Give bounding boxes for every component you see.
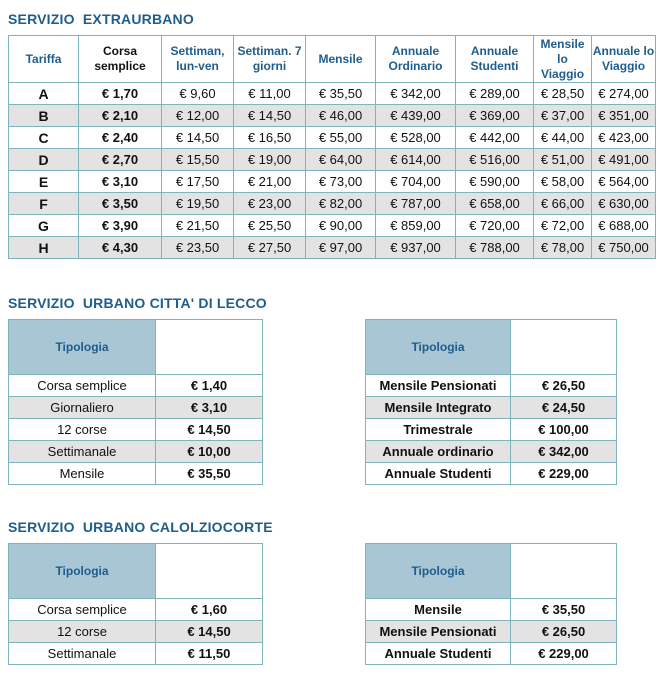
- tipologia-cell: Mensile: [366, 599, 511, 621]
- col-header-annuale-lo-viaggio: Annuale lo Viaggio: [592, 36, 656, 83]
- price-cell: € 90,00: [306, 215, 376, 237]
- price-cell: € 58,00: [534, 171, 592, 193]
- tipologia-cell: Giornaliero: [9, 397, 156, 419]
- tipologia-cell: Mensile Pensionati: [366, 375, 511, 397]
- price-cell: € 788,00: [456, 237, 534, 259]
- price-cell: € 229,00: [511, 463, 617, 485]
- calolzio-title: SERVIZIO URBANO CALOLZIOCORTE: [8, 519, 273, 535]
- price-cell: € 4,30: [79, 237, 162, 259]
- price-cell: € 439,00: [376, 105, 456, 127]
- price-cell: € 17,50: [162, 171, 234, 193]
- price-cell: € 25,50: [234, 215, 306, 237]
- price-cell: € 3,90: [79, 215, 162, 237]
- table-row: [9, 419, 263, 441]
- tipologia-cell: Settimanale: [9, 643, 156, 665]
- price-cell: € 720,00: [456, 215, 534, 237]
- price-cell: € 46,00: [306, 105, 376, 127]
- price-cell: € 26,50: [511, 375, 617, 397]
- tipologia-cell: Settimanale: [9, 441, 156, 463]
- price-cell: € 787,00: [376, 193, 456, 215]
- price-cell: € 590,00: [456, 171, 534, 193]
- table-row: [366, 643, 617, 665]
- price-cell: € 11,00: [234, 83, 306, 105]
- price-cell: € 351,00: [592, 105, 656, 127]
- price-cell: € 19,50: [162, 193, 234, 215]
- tipologia-cell: Mensile: [9, 463, 156, 485]
- price-cell: € 704,00: [376, 171, 456, 193]
- tariffa-cell: G: [9, 215, 79, 237]
- table-row: [9, 83, 656, 105]
- table-row: [9, 215, 656, 237]
- price-cell: € 16,50: [234, 127, 306, 149]
- price-cell: € 14,50: [156, 419, 263, 441]
- tipologia-cell: Mensile Integrato: [366, 397, 511, 419]
- tipologia-cell: Annuale Studenti: [366, 643, 511, 665]
- price-cell: € 27,50: [234, 237, 306, 259]
- price-cell: € 1,70: [79, 83, 162, 105]
- table-row: [366, 419, 617, 441]
- extraurbano-title: SERVIZIO EXTRAURBANO: [8, 11, 194, 27]
- table-row: [366, 375, 617, 397]
- calolzio-left-body: [9, 599, 263, 665]
- tariffa-cell: D: [9, 149, 79, 171]
- calolzio-left-blank-header: [156, 544, 263, 599]
- lecco-left-table: [8, 319, 263, 485]
- tipologia-cell: Corsa semplice: [9, 599, 156, 621]
- table-row: [9, 375, 263, 397]
- price-cell: € 19,00: [234, 149, 306, 171]
- col-header-settiman-7-giorni: Settiman. 7 giorni: [234, 36, 306, 83]
- price-cell: € 35,50: [156, 463, 263, 485]
- extraurbano-table: [8, 35, 656, 259]
- price-cell: € 1,60: [156, 599, 263, 621]
- price-cell: € 100,00: [511, 419, 617, 441]
- price-cell: € 51,00: [534, 149, 592, 171]
- tariffa-cell: B: [9, 105, 79, 127]
- price-cell: € 658,00: [456, 193, 534, 215]
- calolzio-left-tipologia-header: Tipologia: [9, 544, 156, 599]
- price-cell: € 21,50: [162, 215, 234, 237]
- price-cell: € 15,50: [162, 149, 234, 171]
- price-cell: € 423,00: [592, 127, 656, 149]
- table-row: [9, 463, 263, 485]
- tipologia-cell: Annuale ordinario: [366, 441, 511, 463]
- price-cell: € 274,00: [592, 83, 656, 105]
- price-cell: € 72,00: [534, 215, 592, 237]
- price-cell: € 21,00: [234, 171, 306, 193]
- price-cell: € 564,00: [592, 171, 656, 193]
- price-cell: € 3,10: [79, 171, 162, 193]
- calolzio-left-table: [8, 543, 263, 665]
- col-header-corsa-semplice: Corsa semplice: [79, 36, 162, 83]
- lecco-title: SERVIZIO URBANO CITTA' DI LECCO: [8, 295, 267, 311]
- price-cell: € 37,00: [534, 105, 592, 127]
- lecco-left-blank-header: [156, 320, 263, 375]
- price-cell: € 937,00: [376, 237, 456, 259]
- price-cell: € 11,50: [156, 643, 263, 665]
- price-cell: € 342,00: [511, 441, 617, 463]
- price-cell: € 442,00: [456, 127, 534, 149]
- price-cell: € 688,00: [592, 215, 656, 237]
- table-row: [366, 599, 617, 621]
- col-header-mensile-lo-viaggio: Mensile lo Viaggio: [534, 36, 592, 83]
- tipologia-cell: Trimestrale: [366, 419, 511, 441]
- table-row: [9, 621, 263, 643]
- col-header-annuale-ordinario: Annuale Ordinario: [376, 36, 456, 83]
- price-cell: € 66,00: [534, 193, 592, 215]
- tipologia-cell: Mensile Pensionati: [366, 621, 511, 643]
- tipologia-cell: Annuale Studenti: [366, 463, 511, 485]
- price-cell: € 289,00: [456, 83, 534, 105]
- price-cell: € 44,00: [534, 127, 592, 149]
- price-cell: € 82,00: [306, 193, 376, 215]
- price-cell: € 55,00: [306, 127, 376, 149]
- table-row: [9, 441, 263, 463]
- price-cell: € 614,00: [376, 149, 456, 171]
- table-row: [9, 127, 656, 149]
- price-cell: € 9,60: [162, 83, 234, 105]
- table-row: [9, 171, 656, 193]
- lecco-right-blank-header: [511, 320, 617, 375]
- tariffa-cell: E: [9, 171, 79, 193]
- price-cell: € 14,50: [156, 621, 263, 643]
- calolzio-right-body: [366, 599, 617, 665]
- col-header-tariffa: Tariffa: [9, 36, 79, 83]
- table-row: [9, 397, 263, 419]
- tipologia-cell: Corsa semplice: [9, 375, 156, 397]
- table-row: [9, 149, 656, 171]
- price-cell: € 2,10: [79, 105, 162, 127]
- price-cell: € 229,00: [511, 643, 617, 665]
- tariffa-cell: H: [9, 237, 79, 259]
- calolzio-right-blank-header: [511, 544, 617, 599]
- table-row: [9, 643, 263, 665]
- price-cell: € 97,00: [306, 237, 376, 259]
- price-cell: € 73,00: [306, 171, 376, 193]
- lecco-right-table: [365, 319, 617, 485]
- col-header-settiman-lun-ven: Settiman, lun-ven: [162, 36, 234, 83]
- price-cell: € 64,00: [306, 149, 376, 171]
- col-header-mensile: Mensile: [306, 36, 376, 83]
- calolzio-right-table: [365, 543, 617, 665]
- price-cell: € 78,00: [534, 237, 592, 259]
- price-cell: € 14,50: [162, 127, 234, 149]
- calolzio-right-tipologia-header: Tipologia: [366, 544, 511, 599]
- table-row: [9, 237, 656, 259]
- price-cell: € 14,50: [234, 105, 306, 127]
- table-row: [366, 621, 617, 643]
- col-header-annuale-studenti: Annuale Studenti: [456, 36, 534, 83]
- price-cell: € 750,00: [592, 237, 656, 259]
- price-cell: € 12,00: [162, 105, 234, 127]
- price-cell: € 342,00: [376, 83, 456, 105]
- price-cell: € 3,10: [156, 397, 263, 419]
- extraurbano-header-row: [9, 36, 656, 83]
- price-cell: € 35,50: [306, 83, 376, 105]
- table-row: [366, 397, 617, 419]
- lecco-right-tipologia-header: Tipologia: [366, 320, 511, 375]
- price-cell: € 24,50: [511, 397, 617, 419]
- lecco-left-body: [9, 375, 263, 485]
- price-cell: € 10,00: [156, 441, 263, 463]
- price-cell: € 1,40: [156, 375, 263, 397]
- table-row: [9, 193, 656, 215]
- price-cell: € 26,50: [511, 621, 617, 643]
- tipologia-cell: 12 corse: [9, 621, 156, 643]
- table-row: [366, 441, 617, 463]
- price-cell: € 528,00: [376, 127, 456, 149]
- table-row: [9, 599, 263, 621]
- price-cell: € 859,00: [376, 215, 456, 237]
- lecco-left-tipologia-header: Tipologia: [9, 320, 156, 375]
- price-cell: € 491,00: [592, 149, 656, 171]
- tariffa-cell: C: [9, 127, 79, 149]
- tariffa-cell: F: [9, 193, 79, 215]
- price-cell: € 2,40: [79, 127, 162, 149]
- tariffa-cell: A: [9, 83, 79, 105]
- table-row: [9, 105, 656, 127]
- price-cell: € 516,00: [456, 149, 534, 171]
- lecco-right-body: [366, 375, 617, 485]
- price-cell: € 3,50: [79, 193, 162, 215]
- price-cell: € 2,70: [79, 149, 162, 171]
- price-cell: € 23,00: [234, 193, 306, 215]
- price-cell: € 23,50: [162, 237, 234, 259]
- tipologia-cell: 12 corse: [9, 419, 156, 441]
- table-row: [366, 463, 617, 485]
- price-cell: € 35,50: [511, 599, 617, 621]
- price-cell: € 369,00: [456, 105, 534, 127]
- price-cell: € 28,50: [534, 83, 592, 105]
- price-cell: € 630,00: [592, 193, 656, 215]
